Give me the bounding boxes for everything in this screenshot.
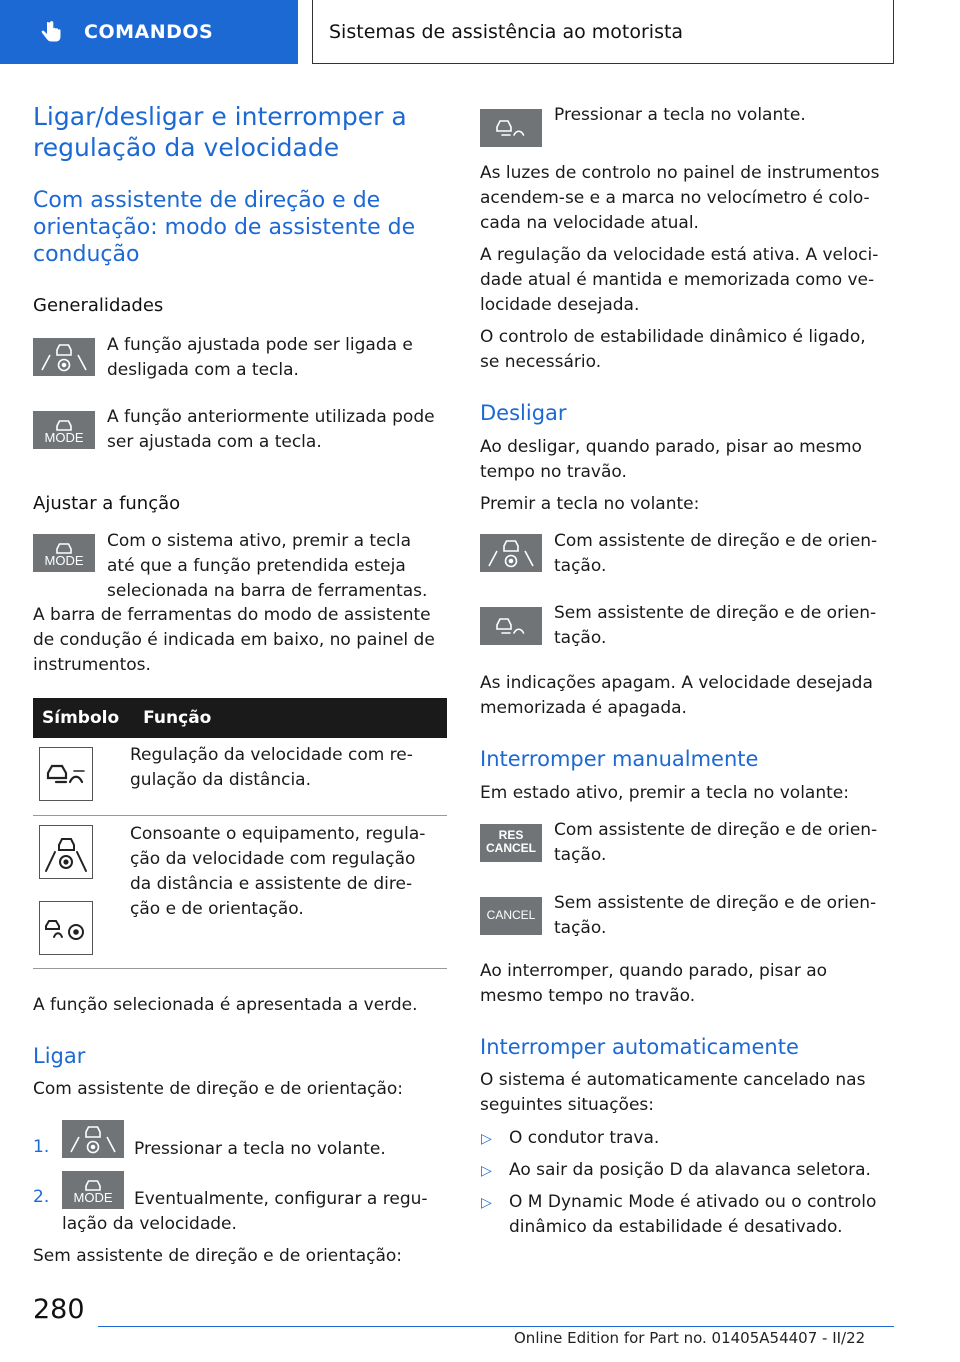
driving-assist-symbol-icon [40,826,92,878]
driving-assist-icon [480,534,542,572]
section-tab-label: COMANDOS [84,21,214,43]
driving-assist-icon [33,338,95,376]
assist-key-image [62,1120,124,1158]
footer-rule [98,1326,894,1327]
driving-assist-icon [62,1120,124,1158]
mode-key-image: MODE [33,534,95,572]
section-tab[interactable] [0,0,298,64]
table-header [33,698,447,738]
chapter-title: Sistemas de assistência ao motorista [329,20,684,43]
main-heading: Ligar/desligar e interromper a regulação da velocidade [33,102,407,162]
interromper-manual-heading: Interromper manualmente [480,747,759,771]
res-cancel-key-image: RES CANCEL [480,824,542,862]
bullet-icon: ▷ [481,1131,492,1147]
sub-heading: Com assistente de direção e de orientação: modo de assistente de condução [33,188,416,267]
list-item-cont: dinâmico da estabilidade é desativado. [509,1217,843,1237]
cancel-key-image: CANCEL [480,897,542,935]
assist-key-image [33,338,95,376]
mode-key-image: MODE [62,1171,124,1209]
ajustar-heading: Ajustar a função [33,493,181,514]
hand-pointer-icon [38,19,64,45]
assist-cruise-symbol [39,901,93,955]
bullet-icon: ▷ [481,1195,492,1211]
interromper-auto-heading: Interromper automaticamente [480,1035,799,1059]
acc-symbol [39,747,93,801]
cruise-distance-icon [40,748,92,800]
generalidades-heading: Generalidades [33,295,164,316]
list-item: Ao sair da posição D da alavanca seletora. [509,1160,871,1180]
mode-key-image: MODE [33,411,95,449]
list-item: O condutor trava. [509,1128,660,1148]
cruise-control-icon [480,109,542,147]
cruise-control-icon [480,607,542,645]
cruise-key-image [480,109,542,147]
col-function: Função [143,708,212,728]
edition-text: Online Edition for Part no. 01405A54407 - II/22 [514,1329,866,1347]
symbol-table [33,698,447,738]
chapter-title-box [312,0,894,64]
cruise-key-image [480,607,542,645]
bullet-icon: ▷ [481,1163,492,1179]
ligar-heading: Ligar [33,1044,86,1068]
table-divider [33,968,447,969]
selected-note: A função selecionada é apresentada a verde. [33,995,418,1015]
desligar-heading: Desligar [480,401,567,425]
col-symbol: Símbolo [42,708,120,728]
page-number: 280 [33,1294,85,1325]
table-divider [33,815,447,816]
cruise-steering-icon [40,902,92,954]
list-item: O M Dynamic Mode é ativado ou o controlo [509,1192,877,1212]
assist-key-image [480,534,542,572]
assist-symbol [39,825,93,879]
